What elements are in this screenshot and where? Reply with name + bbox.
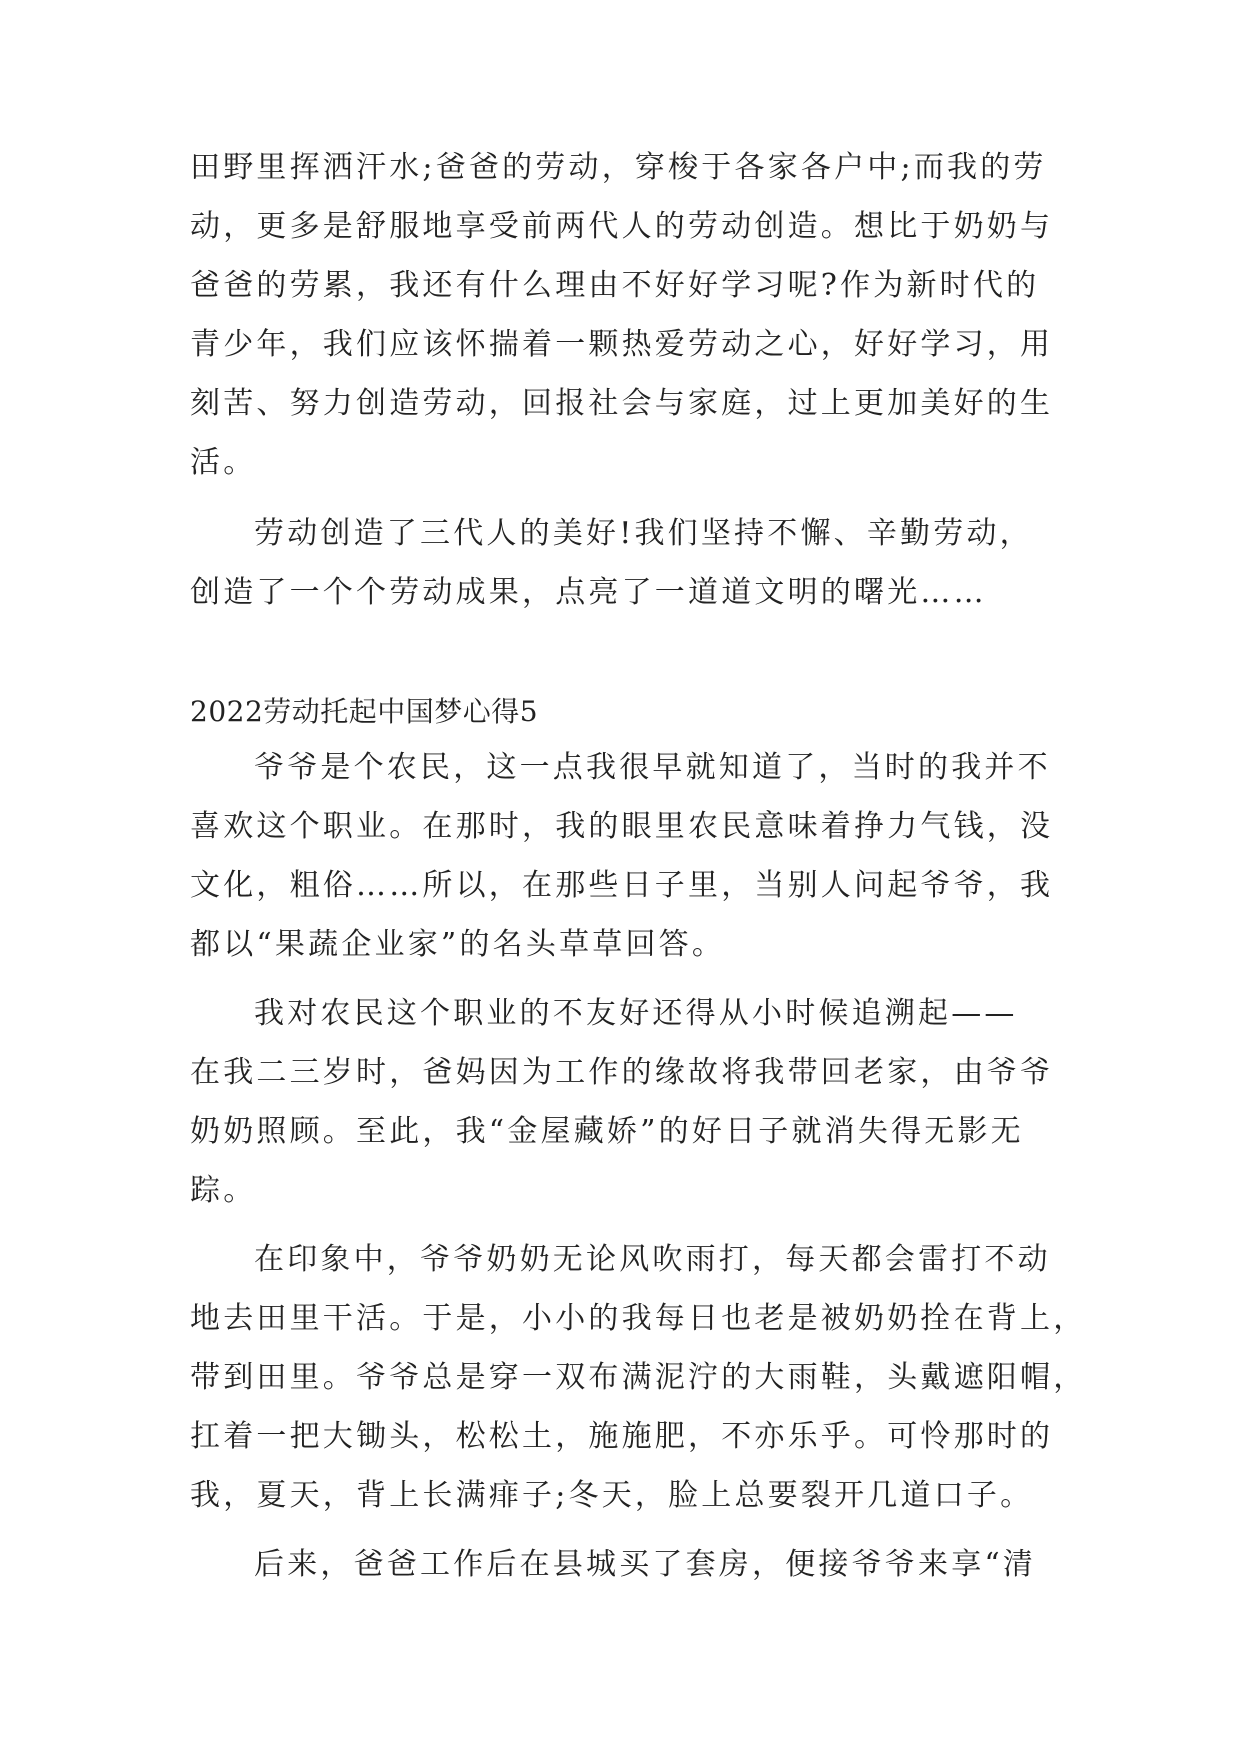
- paragraph-4-line-3: 奶奶照顾。至此，我“金屋藏娇”的好日子就消失得无影无: [190, 1114, 1024, 1149]
- paragraph-5-line-5: 我，夏天，背上长满痱子;冬天，脸上总要裂开几道口子。: [190, 1478, 1034, 1513]
- paragraph-4-line-2: 在我二三岁时，爸妈因为工作的缘故将我带回老家，由爷爷: [190, 1055, 1054, 1090]
- paragraph-1-line-6: 活。: [190, 445, 257, 480]
- paragraph-2-line-1: 劳动创造了三代人的美好!我们坚持不懈、辛勤劳动，: [254, 516, 1033, 551]
- paragraph-5-line-1: 在印象中，爷爷奶奶无论风吹雨打，每天都会雷打不动: [254, 1242, 1051, 1277]
- paragraph-2-line-2: 创造了一个个劳动成果，点亮了一道道文明的曙光……: [190, 575, 987, 610]
- paragraph-3-line-3: 文化，粗俗……所以，在那些日子里，当别人问起爷爷，我: [190, 868, 1054, 903]
- paragraph-1-line-5: 刻苦、努力创造劳动，回报社会与家庭，过上更加美好的生: [190, 386, 1054, 421]
- paragraph-1-line-1: 田野里挥洒汗水;爸爸的劳动，穿梭于各家各户中;而我的劳: [190, 150, 1047, 185]
- paragraph-4-line-4: 踪。: [190, 1173, 257, 1208]
- paragraph-3-line-2: 喜欢这个职业。在那时，我的眼里农民意味着挣力气钱，没: [190, 809, 1054, 844]
- paragraph-5-line-4: 扛着一把大锄头，松松土，施施肥，不亦乐乎。可怜那时的: [190, 1419, 1054, 1454]
- section-heading: 2022劳动托起中国梦心得5: [190, 695, 539, 728]
- paragraph-4-line-1: 我对农民这个职业的不友好还得从小时候追溯起——: [254, 996, 1018, 1031]
- paragraph-1-line-4: 青少年，我们应该怀揣着一颗热爱劳动之心，好好学习，用: [190, 327, 1054, 362]
- paragraph-6-line-1: 后来，爸爸工作后在县城买了套房，便接爷爷来享“清: [254, 1547, 1037, 1582]
- paragraph-3-line-4: 都以“果蔬企业家”的名头草草回答。: [190, 927, 726, 962]
- paragraph-3-line-1: 爷爷是个农民，这一点我很早就知道了，当时的我并不: [254, 750, 1051, 785]
- paragraph-1-line-2: 动，更多是舒服地享受前两代人的劳动创造。想比于奶奶与: [190, 209, 1054, 244]
- paragraph-5-line-3: 带到田里。爷爷总是穿一双布满泥泞的大雨鞋，头戴遮阳帽，: [190, 1360, 1087, 1395]
- paragraph-5-line-2: 地去田里干活。于是，小小的我每日也老是被奶奶拴在背上，: [190, 1301, 1087, 1336]
- paragraph-1-line-3: 爸爸的劳累，我还有什么理由不好好学习呢?作为新时代的: [190, 268, 1040, 303]
